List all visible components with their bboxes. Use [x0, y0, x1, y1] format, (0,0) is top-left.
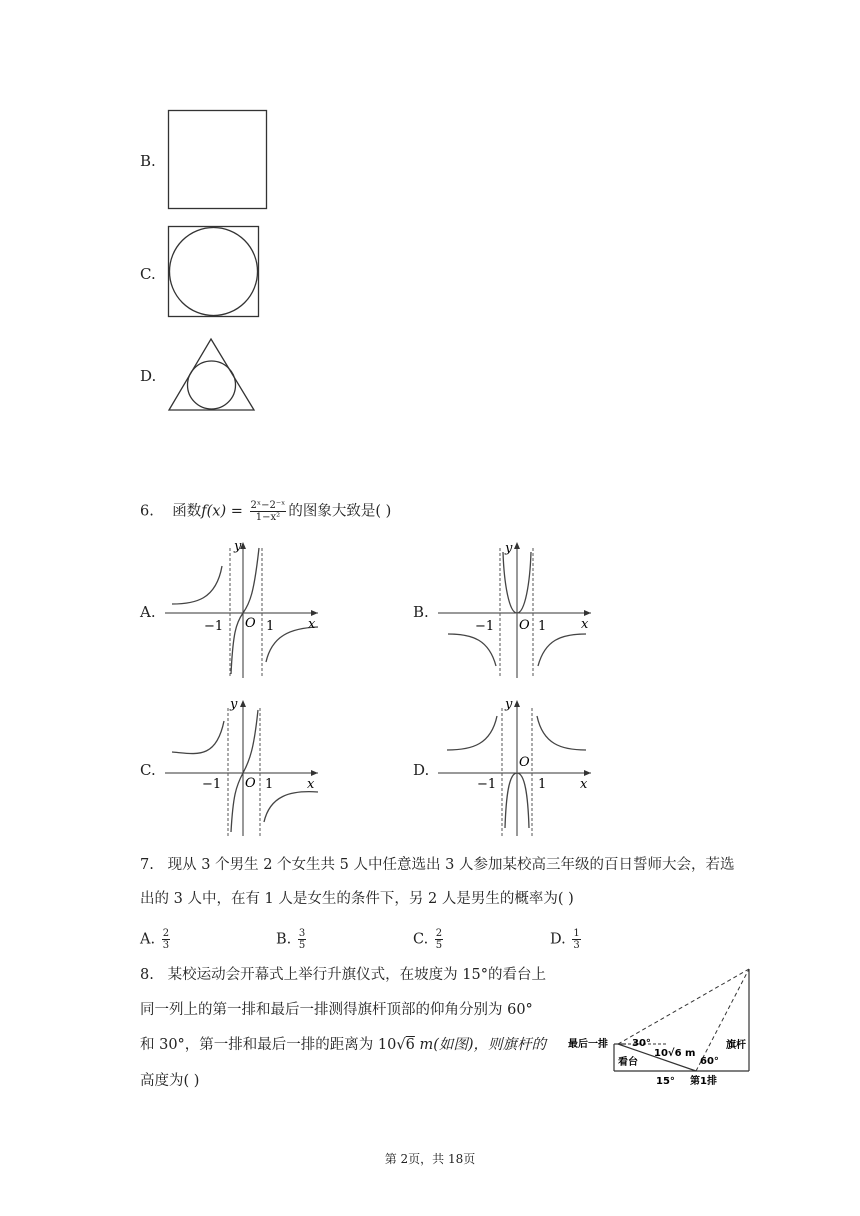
q7-choice-d	[550, 928, 583, 951]
q6-fraction	[250, 500, 287, 523]
q8-number: 8.	[140, 967, 154, 983]
q8-line4: 高度为( )	[140, 1073, 200, 1089]
q5-option-b-label: B.	[140, 152, 156, 170]
q6-frac-den: 1−x²	[255, 512, 281, 523]
q8-fig-pole: 旗杆	[726, 1040, 746, 1051]
q6-graph-b-x-label: x	[581, 617, 589, 632]
q6-number: 6.	[140, 503, 154, 520]
q8-sqrt-radicand: 6	[405, 1037, 415, 1053]
q8-fig-dist: 10√6 m	[654, 1048, 696, 1059]
q8-fig-stand: 看台	[618, 1057, 638, 1068]
q6-graph-d-x-label: x	[580, 777, 588, 792]
q7-choice-d-den: 3	[573, 940, 580, 951]
q6-graph-d	[433, 696, 595, 838]
q8-fig-first-row: 第1排	[690, 1076, 717, 1087]
q8-fig-last-row: 最后一排	[568, 1039, 608, 1050]
q6-option-a-label: A.	[140, 603, 156, 621]
q8-fig-angle30: 30°	[632, 1038, 651, 1049]
q7-choice-b-den: 5	[298, 940, 306, 951]
q7-choice-b-num: 3	[298, 928, 306, 939]
q5-option-d-label: D.	[140, 367, 157, 385]
q8-fig-angle60: 60°	[700, 1056, 719, 1067]
q7-line2: 出的 3 人中，在有 1 人是女生的条件下，另 2 人是男生的概率为( )	[140, 891, 574, 907]
q6-graph-c-origin-label: O	[245, 776, 256, 791]
q7-choice-b-frac	[298, 928, 306, 951]
q6-graph-a-origin-label: O	[245, 616, 256, 631]
q6-graph-b-y-label: y	[505, 541, 513, 556]
q6-graph-d-origin-label: O	[519, 755, 530, 770]
q7-choice-c-frac	[435, 928, 443, 951]
q6-graph-b-pos1-label: 1	[538, 619, 547, 634]
q6-option-c-label: C.	[140, 761, 156, 779]
q6-frac-num: 2ˣ−2⁻ˣ	[250, 500, 286, 511]
q6-graph-c-x-label: x	[307, 777, 315, 792]
q6-graph-d-pos1-label: 1	[538, 777, 547, 792]
q6-graph-a	[160, 538, 322, 680]
q5-option-c-label: C.	[140, 265, 156, 283]
q6-graph-a-pos1-label: 1	[266, 619, 275, 634]
q6-func: f(x) =	[201, 503, 248, 520]
q8-line3	[140, 1035, 546, 1055]
q6-option-b-label: B.	[413, 603, 429, 621]
page-footer: 第 2页，共 18页	[384, 1152, 476, 1166]
q6-stem-prefix: 函数	[172, 503, 202, 520]
q7-choice-c-den: 5	[435, 940, 443, 951]
q8-line2: 同一列上的第一排和最后一排测得旗杆顶部的仰角分别为 60°	[140, 1002, 533, 1018]
q6-graph-b-origin-label: O	[519, 618, 530, 633]
q8-line1	[140, 965, 546, 985]
q6-graph-b	[433, 538, 595, 680]
q7-choice-a-num: 2	[162, 928, 170, 939]
q8-flagpole-figure	[566, 966, 762, 1088]
q7-choice-a-frac	[162, 928, 170, 951]
q6-graph-a-y-label: y	[234, 539, 242, 554]
q6-graph-b-neg1-label: −1	[475, 619, 495, 634]
q8-line3a: 和 30°，第一排和最后一排的距离为 10	[140, 1037, 397, 1053]
q7-choice-d-num: 1	[573, 928, 580, 939]
q6-graph-a-x-label: x	[308, 617, 316, 632]
q6-graph-a-neg1-label: −1	[204, 619, 224, 634]
q5-option-d-circle-in-triangle	[168, 338, 256, 412]
q6-graph-c	[160, 696, 322, 838]
q7-choice-a-den: 3	[162, 940, 170, 951]
q7-choice-b-label: B.	[276, 931, 292, 948]
q6-option-d-label: D.	[413, 761, 430, 779]
q7-choice-c-num: 2	[435, 928, 443, 939]
q6-graph-c-neg1-label: −1	[202, 777, 222, 792]
q6-stem-suffix: 的图象大致是( )	[288, 503, 392, 520]
q7-choice-c	[413, 928, 445, 951]
q7-choice-b	[276, 928, 308, 951]
q8-fig-angle15: 15°	[656, 1076, 675, 1087]
q7-choice-a	[140, 928, 172, 951]
q7-line1-text: 现从 3 个男生 2 个女生共 5 人中任意选出 3 人参加某校高三年级的百日誓师大会，若选	[167, 857, 735, 873]
q8-line1-text: 某校运动会开幕式上举行升旗仪式，在坡度为 15°的看台上	[167, 967, 546, 983]
q8-line3b: m(如图)，则旗杆的	[414, 1037, 547, 1053]
q6-graph-d-neg1-label: −1	[477, 777, 497, 792]
q6-stem	[140, 500, 391, 523]
q5-option-c-circle-in-square	[168, 226, 260, 318]
q7-choice-d-label: D.	[550, 931, 566, 948]
q6-graph-c-y-label: y	[230, 697, 238, 712]
q7-number: 7.	[140, 857, 154, 873]
q6-graph-d-y-label: y	[505, 697, 513, 712]
q6-graph-c-pos1-label: 1	[265, 777, 274, 792]
q7-choice-d-frac	[572, 928, 580, 951]
q5-option-b-square	[168, 110, 268, 210]
q7-choice-c-label: C.	[413, 931, 429, 948]
q7-line1	[140, 855, 734, 875]
q8-sqrt: √6	[396, 1037, 415, 1053]
q7-choice-a-label: A.	[140, 931, 156, 948]
